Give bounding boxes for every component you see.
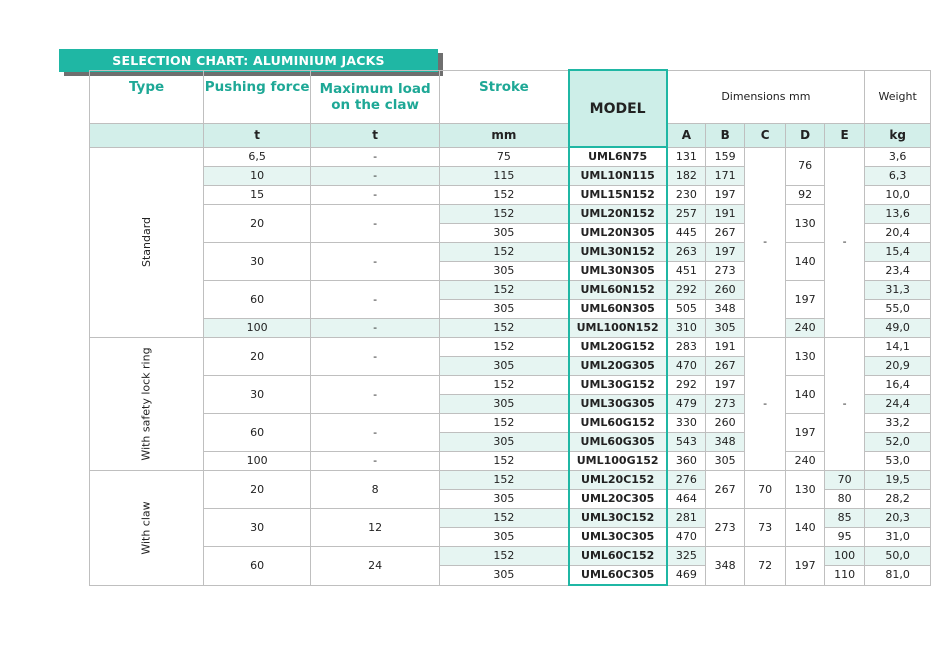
cell-load: - — [311, 414, 440, 452]
cell-dim-d: 240 — [786, 452, 825, 471]
unit-dim-c: C — [745, 123, 786, 147]
header-weight: Weight — [865, 70, 931, 123]
cell-dim-c: 70 — [745, 471, 786, 509]
cell-force: 10 — [204, 167, 311, 186]
cell-weight: 31,0 — [865, 528, 931, 547]
table-row — [90, 243, 931, 262]
cell-model: UML60N305 — [569, 300, 667, 319]
cell-dim-a: 469 — [667, 566, 706, 586]
cell-model: UML20C305 — [569, 490, 667, 509]
cell-weight: 19,5 — [865, 471, 931, 490]
cell-model: UML60N152 — [569, 281, 667, 300]
unit-dim-d: D — [786, 123, 825, 147]
cell-force: 60 — [204, 414, 311, 452]
cell-weight: 13,6 — [865, 205, 931, 224]
cell-model: UML6N75 — [569, 147, 667, 167]
cell-stroke: 152 — [440, 243, 569, 262]
cell-dim-b: 348 — [706, 433, 745, 452]
cell-stroke: 305 — [440, 224, 569, 243]
group-with-claw — [90, 471, 204, 586]
cell-dim-d: 130 — [786, 205, 825, 243]
cell-force: 30 — [204, 243, 311, 281]
cell-model: UML20C152 — [569, 471, 667, 490]
cell-dim-b: 348 — [706, 547, 745, 586]
cell-dim-d: 130 — [786, 338, 825, 376]
cell-stroke: 152 — [440, 471, 569, 490]
cell-dim-e: 100 — [825, 547, 865, 566]
cell-stroke: 152 — [440, 509, 569, 528]
cell-dim-b: 197 — [706, 376, 745, 395]
cell-dim-b: 159 — [706, 147, 745, 167]
cell-dim-b: 273 — [706, 395, 745, 414]
cell-stroke: 305 — [440, 395, 569, 414]
cell-stroke: 305 — [440, 262, 569, 281]
cell-dim-a: 360 — [667, 452, 706, 471]
units-row — [90, 123, 931, 147]
cell-dim-a: 543 — [667, 433, 706, 452]
cell-model: UML30C305 — [569, 528, 667, 547]
cell-force: 20 — [204, 471, 311, 509]
cell-force: 20 — [204, 205, 311, 243]
cell-dim-a: 470 — [667, 357, 706, 376]
cell-load: - — [311, 186, 440, 205]
cell-weight: 53,0 — [865, 452, 931, 471]
cell-weight: 49,0 — [865, 319, 931, 338]
cell-model: UML60G305 — [569, 433, 667, 452]
cell-dim-b: 171 — [706, 167, 745, 186]
header-type: Type — [90, 70, 204, 123]
cell-dim-b: 260 — [706, 281, 745, 300]
cell-dim-b: 267 — [706, 471, 745, 509]
cell-stroke: 75 — [440, 147, 569, 167]
cell-model: UML100G152 — [569, 452, 667, 471]
cell-dim-a: 470 — [667, 528, 706, 547]
cell-load: - — [311, 338, 440, 376]
cell-dim-b: 191 — [706, 338, 745, 357]
unit-stroke: mm — [440, 123, 569, 147]
cell-model: UML30C152 — [569, 509, 667, 528]
cell-force: 30 — [204, 376, 311, 414]
cell-stroke: 305 — [440, 528, 569, 547]
cell-stroke: 152 — [440, 205, 569, 224]
cell-weight: 55,0 — [865, 300, 931, 319]
cell-dim-d: 197 — [786, 547, 825, 586]
cell-model: UML60C305 — [569, 566, 667, 586]
cell-dim-e: 110 — [825, 566, 865, 586]
cell-dim-e: 95 — [825, 528, 865, 547]
unit-type-empty — [90, 123, 204, 147]
cell-dim-d: 140 — [786, 243, 825, 281]
cell-dim-c: 73 — [745, 509, 786, 547]
cell-model: UML30G152 — [569, 376, 667, 395]
table-row — [90, 186, 931, 205]
header-stroke: Stroke — [440, 70, 569, 123]
cell-dim-e: 85 — [825, 509, 865, 528]
cell-dim-b: 305 — [706, 452, 745, 471]
cell-dim-a: 281 — [667, 509, 706, 528]
cell-force: 60 — [204, 281, 311, 319]
table-row — [90, 281, 931, 300]
cell-dim-e: 80 — [825, 490, 865, 509]
cell-dim-a: 505 — [667, 300, 706, 319]
cell-dim-e: - — [825, 338, 865, 471]
header-dimensions: Dimensions mm — [667, 70, 865, 123]
cell-load: - — [311, 243, 440, 281]
cell-weight: 14,1 — [865, 338, 931, 357]
cell-model: UML10N115 — [569, 167, 667, 186]
cell-dim-c: 72 — [745, 547, 786, 586]
cell-weight: 28,2 — [865, 490, 931, 509]
group-safety-lock-ring — [90, 338, 204, 471]
cell-dim-a: 230 — [667, 186, 706, 205]
cell-stroke: 152 — [440, 338, 569, 357]
cell-force: 100 — [204, 452, 311, 471]
cell-model: UML15N152 — [569, 186, 667, 205]
table-row — [90, 319, 931, 338]
cell-dim-a: 464 — [667, 490, 706, 509]
table-row — [90, 376, 931, 395]
cell-weight: 6,3 — [865, 167, 931, 186]
unit-dim-b: B — [706, 123, 745, 147]
cell-stroke: 152 — [440, 281, 569, 300]
table-row — [90, 509, 931, 528]
cell-load: - — [311, 167, 440, 186]
cell-weight: 15,4 — [865, 243, 931, 262]
cell-dim-a: 451 — [667, 262, 706, 281]
cell-force: 6,5 — [204, 147, 311, 167]
header-max-load: Maximum load on the claw — [311, 70, 440, 123]
cell-weight: 23,4 — [865, 262, 931, 281]
cell-model: UML20N152 — [569, 205, 667, 224]
cell-model: UML20G152 — [569, 338, 667, 357]
cell-model: UML30N305 — [569, 262, 667, 281]
cell-dim-a: 182 — [667, 167, 706, 186]
cell-dim-d: 140 — [786, 376, 825, 414]
unit-dim-e: E — [825, 123, 865, 147]
table-row — [90, 547, 931, 566]
cell-weight: 20,3 — [865, 509, 931, 528]
unit-dim-a: A — [667, 123, 706, 147]
cell-dim-a: 131 — [667, 147, 706, 167]
cell-stroke: 152 — [440, 547, 569, 566]
cell-model: UML30N152 — [569, 243, 667, 262]
cell-dim-e: 70 — [825, 471, 865, 490]
header-row — [90, 70, 931, 123]
cell-dim-d: 197 — [786, 414, 825, 452]
cell-model: UML20N305 — [569, 224, 667, 243]
cell-dim-d: 240 — [786, 319, 825, 338]
cell-dim-d: 197 — [786, 281, 825, 319]
cell-stroke: 115 — [440, 167, 569, 186]
group-label: With claw — [139, 501, 153, 555]
cell-dim-b: 267 — [706, 357, 745, 376]
cell-stroke: 305 — [440, 566, 569, 586]
cell-dim-d: 130 — [786, 471, 825, 509]
cell-force: 20 — [204, 338, 311, 376]
cell-dim-b: 260 — [706, 414, 745, 433]
cell-weight: 16,4 — [865, 376, 931, 395]
cell-dim-a: 310 — [667, 319, 706, 338]
cell-weight: 20,9 — [865, 357, 931, 376]
cell-dim-c: - — [745, 338, 786, 471]
cell-dim-b: 273 — [706, 509, 745, 547]
cell-force: 15 — [204, 186, 311, 205]
cell-load: - — [311, 376, 440, 414]
cell-stroke: 152 — [440, 414, 569, 433]
cell-weight: 52,0 — [865, 433, 931, 452]
cell-load: - — [311, 147, 440, 167]
cell-dim-a: 276 — [667, 471, 706, 490]
cell-dim-a: 479 — [667, 395, 706, 414]
cell-load: - — [311, 452, 440, 471]
cell-dim-d: 140 — [786, 509, 825, 547]
header-model: MODEL — [569, 70, 667, 147]
cell-model: UML100N152 — [569, 319, 667, 338]
cell-model: UML60C152 — [569, 547, 667, 566]
cell-load: - — [311, 205, 440, 243]
group-standard — [90, 147, 204, 338]
table-row — [90, 205, 931, 224]
cell-model: UML30G305 — [569, 395, 667, 414]
chart-title-banner: SELECTION CHART: ALUMINIUM JACKS — [59, 49, 438, 72]
cell-force: 60 — [204, 547, 311, 586]
cell-dim-d: 76 — [786, 147, 825, 186]
cell-dim-a: 330 — [667, 414, 706, 433]
cell-stroke: 152 — [440, 186, 569, 205]
cell-load: 8 — [311, 471, 440, 509]
cell-dim-a: 292 — [667, 376, 706, 395]
cell-weight: 33,2 — [865, 414, 931, 433]
selection-chart-table — [89, 69, 931, 586]
group-label: With safety lock ring — [139, 347, 153, 461]
cell-dim-a: 257 — [667, 205, 706, 224]
unit-pushing-force: t — [204, 123, 311, 147]
cell-dim-b: 197 — [706, 243, 745, 262]
cell-weight: 24,4 — [865, 395, 931, 414]
cell-dim-a: 283 — [667, 338, 706, 357]
cell-stroke: 152 — [440, 452, 569, 471]
header-pushing-force: Pushing force — [204, 70, 311, 123]
cell-weight: 31,3 — [865, 281, 931, 300]
table-row — [90, 452, 931, 471]
cell-dim-a: 292 — [667, 281, 706, 300]
cell-model: UML20G305 — [569, 357, 667, 376]
cell-stroke: 152 — [440, 376, 569, 395]
cell-stroke: 305 — [440, 357, 569, 376]
group-label: Standard — [139, 217, 153, 268]
cell-dim-b: 191 — [706, 205, 745, 224]
cell-dim-c: - — [745, 147, 786, 338]
table-row — [90, 338, 931, 357]
cell-weight: 50,0 — [865, 547, 931, 566]
cell-stroke: 305 — [440, 300, 569, 319]
cell-load: 24 — [311, 547, 440, 586]
cell-load: - — [311, 281, 440, 319]
cell-weight: 81,0 — [865, 566, 931, 586]
cell-dim-b: 197 — [706, 186, 745, 205]
cell-dim-a: 325 — [667, 547, 706, 566]
cell-dim-d: 92 — [786, 186, 825, 205]
cell-dim-b: 267 — [706, 224, 745, 243]
table-row — [90, 471, 931, 490]
cell-weight: 3,6 — [865, 147, 931, 167]
cell-weight: 10,0 — [865, 186, 931, 205]
cell-force: 30 — [204, 509, 311, 547]
cell-stroke: 152 — [440, 319, 569, 338]
cell-dim-b: 348 — [706, 300, 745, 319]
unit-max-load: t — [311, 123, 440, 147]
cell-stroke: 305 — [440, 433, 569, 452]
cell-dim-a: 445 — [667, 224, 706, 243]
cell-load: 12 — [311, 509, 440, 547]
cell-weight: 20,4 — [865, 224, 931, 243]
cell-dim-a: 263 — [667, 243, 706, 262]
table-row — [90, 414, 931, 433]
cell-dim-b: 305 — [706, 319, 745, 338]
cell-load: - — [311, 319, 440, 338]
cell-stroke: 305 — [440, 490, 569, 509]
cell-dim-e: - — [825, 147, 865, 338]
cell-model: UML60G152 — [569, 414, 667, 433]
cell-force: 100 — [204, 319, 311, 338]
cell-dim-b: 273 — [706, 262, 745, 281]
table-row — [90, 147, 931, 167]
unit-weight: kg — [865, 123, 931, 147]
